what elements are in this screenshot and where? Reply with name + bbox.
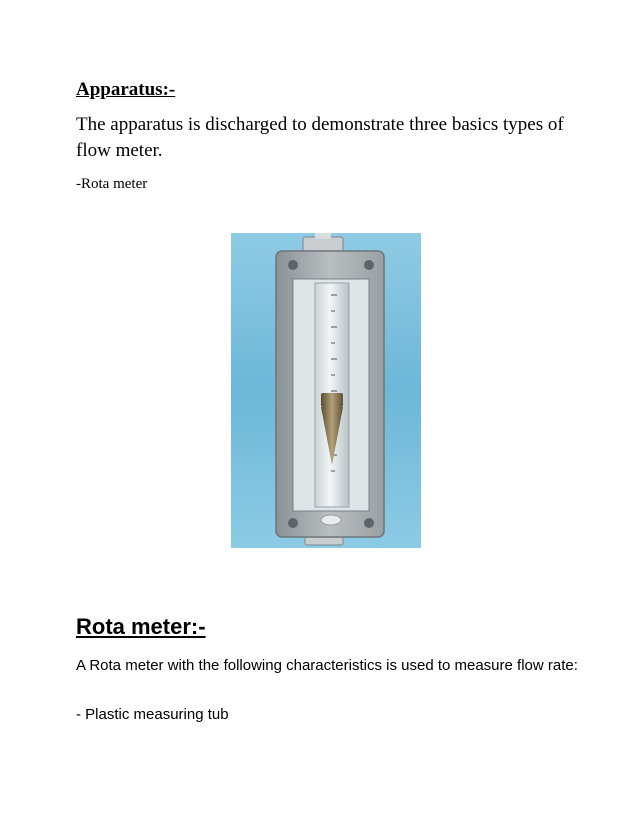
screw-icon [364,260,374,270]
screw-icon [288,260,298,270]
flow-meter-list-item: -Rota meter [76,176,148,192]
top-fitting [303,237,343,251]
apparatus-description: The apparatus is discharged to demonstrate three basics types of flow meter. [76,114,564,161]
screw-icon [364,518,374,528]
brand-logo [321,515,341,525]
apparatus-heading: Apparatus:- [76,79,176,100]
characteristic-list-item: - Plastic measuring tub [76,706,229,723]
float-top [321,393,343,407]
screw-icon [288,518,298,528]
rotameter-photo [231,233,421,548]
rota-meter-description: A Rota meter with the following characteristics is used to measure flow rate: [76,657,578,674]
rota-meter-heading: Rota meter:- [76,614,206,639]
